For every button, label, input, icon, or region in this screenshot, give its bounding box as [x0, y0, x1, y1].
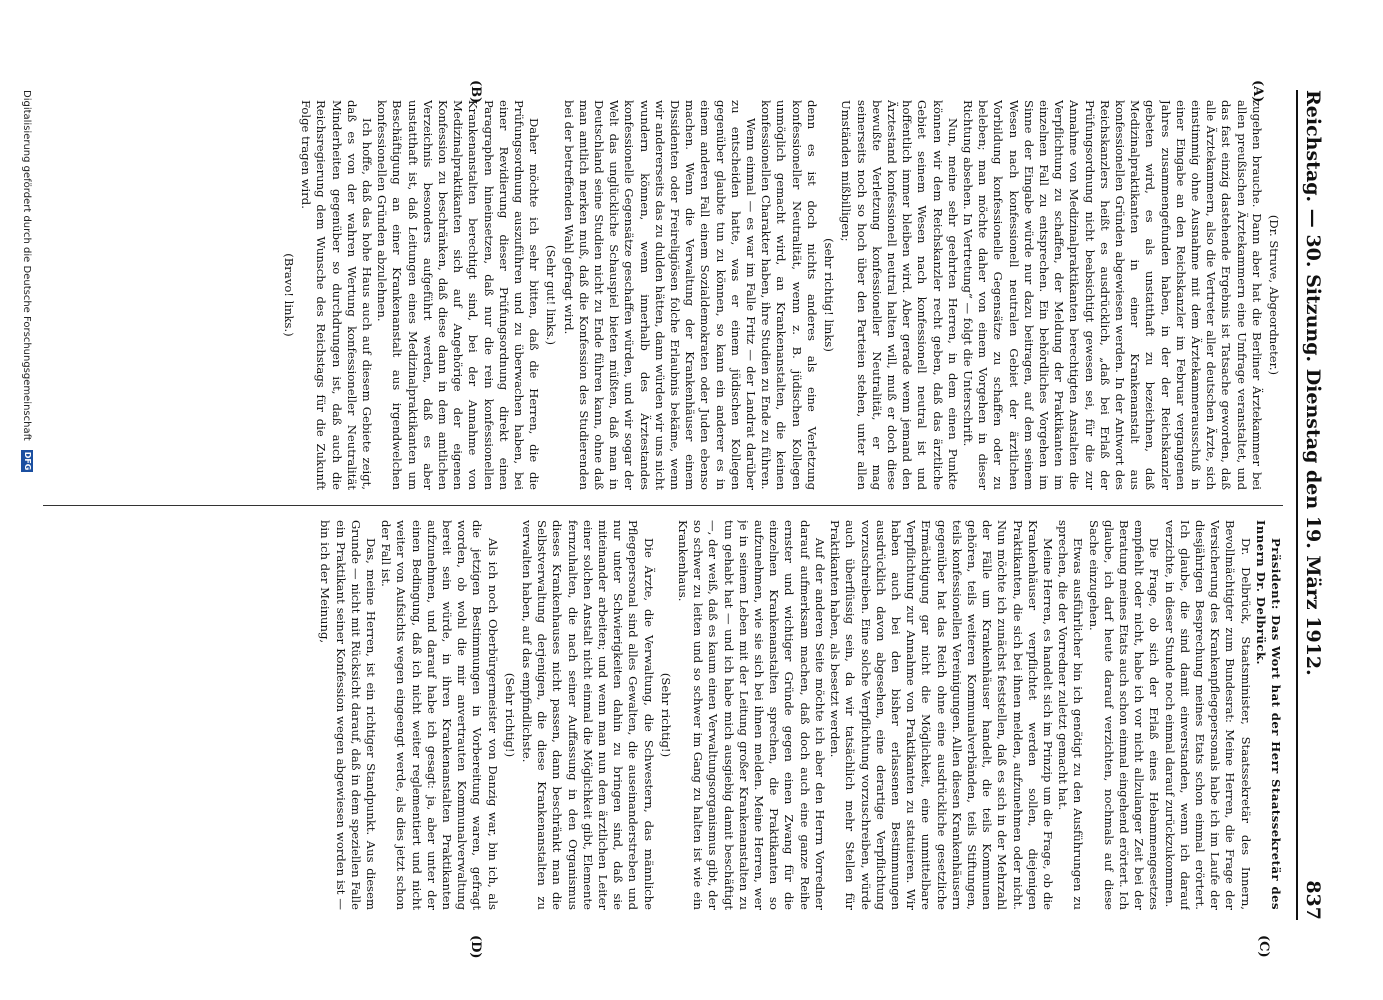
paragraph: Präsident: Das Wort hat der Herr Staatssekretär des Innern Dr. Delbrück.: [1253, 520, 1283, 910]
header-title: Reichstag. — 30. Sitzung. Dienstag den 19. März 1912.: [1302, 90, 1324, 676]
page-number: 837: [1302, 880, 1324, 920]
margin-marker-b: (B): [468, 80, 483, 104]
interjection: (Sehr richtig!): [502, 672, 517, 758]
interjection: (Sehr gut! links.): [544, 245, 559, 345]
speaker-attribution: (Dr. Struve, Abgeordneter.): [1267, 214, 1281, 376]
dfg-logo-icon: DFG: [23, 451, 32, 471]
interjection: (Sehr richtig!): [658, 672, 673, 758]
margin-marker-d: (D): [468, 935, 483, 959]
paragraph: Als ich noch Oberbürgermeister von Danzig war, bin ich, als die jetzigen Bestimmungen in Vorbereitung waren, gefragt worden, ob wohl die mir anvertrauten Kommunalverwaltung bereit sein würde, in ihren Krankenanstalten Praktikanten aufzunehmen, und darauf habe ich gesagt: ja, aber unter der einen Bedingung, daß ich nicht weiter reglementiert und nicht weiter von Aufsichts wegen eingeengt werde, als dies jetzt schon der Fall ist.: [379, 520, 500, 910]
margin-marker-a: (A): [1250, 80, 1265, 103]
footer-text: Digitalisierung gefördert durch die Deutsche Forschungsgemeinschaft: [21, 90, 32, 441]
interjection: (Bravo! links.): [282, 253, 296, 337]
paragraph: Ich hoffe, daß das hohe Haus auch auf diesem Gebiete zeigt, daß es von der wahren Wertung konfessioneller Neutralität Minderheiten gegenüber so durchdrungen ist, daß auch die Reichsregierung dem Wunsche des Reichstags für die Zukunft Folge tragen wird.: [299, 100, 375, 490]
paragraph: zugehen brauche. Dann aber hat die Berliner Ärztekammer bei allen preußischen Ärztekammern eine Umfrage veranstaltet, und das fast einzig dastehende Ergebnis ist Tatsache geworden, daß alle Ärztekammern, also die Vertreter aller deutschen Ärzte, sich einstimmig ohne Ausnahme mit dem Ärztekammerausschuß in einer Eingabe an den Reichskanzler im Februar vergangenen Jahres zusammengefunden haben, in der der Reichskanzler gebeten wird, es als unstatthaft zu bezeichnen, daß Medizinalpraktikanten in einer Krankenanstalt aus konfessionellen Gründen abgewiesen werden. In der Antwort des Reichskanzlers heißt es ausdrücklich, „daß bei Erlaß der Prüfungsordnung nicht beabsichtigt gewesen sei, für die zur Annahme von Medizinalpraktikanten berechtigten Anstalten die Verpflichtung zu schaffen, der Meldung der Praktikanten im einzelnen Fall zu entsprechen. Ein behördliches Vorgehen im Sinne der Eingabe würde nur dazu beitragen, auf dem seinem Wesen nach konfessionell neutralen Gebiet der ärztlichen Vorbildung konfessionelle Gegensätze zu schaffen oder zu beleben; man möchte daher von einem Vorgehen in dieser Richtung absehen. In Vertretung“ — folgt die Unterschrift.: [960, 100, 1264, 490]
paragraph: Die Frage, ob sich der Erlaß eines Hebammengesetzes empfiehlt oder nicht, habe ich vor nicht allzulanger Zeit bei der Beratung meines Etats auch schon einmal eingehend erörtert. Ich glaube, ich darf heute darauf verzichten, nochmals auf diese Sache einzugehen.: [1086, 520, 1162, 910]
paragraph: Die Ärzte, die Verwaltung, die Schwestern, das männliche Pflegepersonal sind alles Gewalten, die auseinanderstreben und nur unter Schwierigkeiten dahin zu bringen sind, daß sie miteinander arbeiten; und wenn man nun dem ärztlichen Leiter einer solchen Anstalt nicht einmal die Möglichkeit gibt, Elemente fernzuhalten, die nach seiner Auffassung in den Organismus dieses Krankenhauses nicht passen, dann beschränkt man die Selbstverwaltung derjenigen, die diese Krankenanstalten zu verwalten haben, auf das empfindlichste.: [520, 520, 656, 910]
paragraph: Etwas ausführlicher bin ich genötigt zu den Ausführungen zu sprechen, die der Vorredner zuletzt gemacht hat.: [1056, 520, 1086, 910]
column-divider: [43, 505, 1283, 506]
paragraph: Auf der anderen Seite möchte ich aber den Herrn Vorredner darauf aufmerksam machen, daß doch auch eine ganze Reihe ernster und wichtiger Gründe gegen einen Zwang für die einzelnen Krankenanstalten sprechen, die Praktikanten so aufzunehmen, wie sie sich bei ihnen melden. Meine Herren, wer je in seinem Leben mit der Leitung großer Krankenanstalten zu tun gehabt hat — und ich habe mich ausgiebig damit beschäftigt —, der weiß, daß es kaum einen Verwaltungsorganismus gibt, der so schwer zu leiten und so schwer im Gang zu halten ist wie ein Krankenhaus.: [676, 520, 827, 910]
interjection: (sehr richtig! links): [822, 238, 837, 352]
paragraph: Meine Herren, es handelt sich im Prinzip um die Frage, ob die Krankenhäuser verpflichtet werden sollen, diejenigen Praktikanten, die sich bei ihnen melden, aufzunehmen oder nicht. Nun möchte ich zunächst feststellen, daß es sich in der Mehrzahl der Fälle um Krankenhäuser handelt, die teils Kommunen gehören, teils weiteren Kommunalverbänden, teils Stiftungen, teils konfessionellen Vereinigungen. Allen diesen Krankenhäusern gegenüber hat das Reich ohne eine ausdrückliche gesetzliche Ermächtigung gar nicht die Möglichkeit, eine unmittelbare Verpflichtung zur Annahme von Praktikanten zu statuieren. Wir haben auch bei den bisher erlassenen Bestimmungen ausdrücklich davon abgesehen, eine derartige Verpflichtung vorzuschreiben. Eine solche Verpflichtung vorzuschreiben, würde auch überflüssig sein, da wir tatsächlich mehr Stellen für Praktikanten haben, als besetzt werden.: [828, 520, 1055, 910]
left-column: [43, 100, 1283, 490]
paragraph: Nun, meine sehr geehrten Herren, in dem einen Punkte können wir dem Reichskanzler recht geben, daß das ärztliche Gebiet seinem Wesen nach konfessionell neutral ist und hoffentlich immer bleiben wird. Aber gerade wenn jemand den Ärztestand konfessionell neutral halten will, muß er doch diese bewußte Verletzung konfessioneller Neutralität, er mag seinerseits noch so hoch über den Parteien stehen, unter allen Umständen mißbilligen;: [839, 100, 960, 490]
right-column: [43, 520, 1283, 910]
paragraph: denn es ist doch nichts anderes als eine Verletzung konfessioneller Neutralität, wenn z. B. jüdischen Kollegen unmöglich gemacht wird, an Krankenanstalten, die keinen konfessionellen Charakter haben, ihre Studien zu Ende zu führen.: [759, 100, 819, 490]
margin-marker-c: (C): [1256, 935, 1271, 958]
paragraph: Daher möchte ich sehr bitten, daß die Herren, die die Prüfungsordnung auszuführen und zu überwachen haben, bei einer Revidierung dieser Prüfungsordnung direkt einen Paragraphen hineinsetzen, daß nur die rein konfessionellen Krankenanstalten berechtigt sind, bei der Annahme von Medizinalpraktikanten sich auf Angehörige der eigenen Konfession zu beschränken, daß diese dann in dem amtlichen Verzeichnis besonders aufgeführt werden, daß es aber unstatthaft ist, daß Leitungen eines Medizinalpraktikanten um Beschäftigung an einer Krankenanstalt aus irgendwelchen konfessionellen Gründen abzulehnen.: [375, 100, 542, 490]
paragraph: Das, meine Herren, ist ein richtiger Standpunkt. Aus diesem Grunde — nicht mit Rücksicht darauf, daß in dem speziellen Falle ein Praktikant seiner Konfession wegen abgewiesen worden ist — bin ich der Meinung,: [318, 520, 379, 910]
paragraph: Wenn einmal — es war im Falle Fritz — der Landrat darüber zu entscheiden hatte, was er einem jüdischen Kollegen gegenüber glaubte tun zu können, so kann ein anderer es in einem anderen Fall einem Sozialdemokraten oder Juden ebenso machen. Wenn die Verwaltung der Krankenhäuser einem Dissidenten oder Freireligiösen folche Erlaubnis bekäme, wenn wir andererseits das zu dulden hätten, dann würden wir uns nicht wundern können, wenn innerhalb des Ärztestandes konfessionelle Gegensätze geschaffen würden, und wir sogar der Welt das unglückliche Schauspiel bieten müßten, daß man in Deutschland seine Studien nicht zu Ende führen kann, ohne daß man amtlich merken muß, daß die Konfession des Studierenden bei der betreffenden Wahl gefragt wird.: [561, 100, 759, 490]
page-header: [1296, 90, 1338, 920]
digitization-footer: [21, 90, 33, 910]
paragraph: Dr. Delbrück, Staatsminister, Staatssekretär des Innern, Bevollmächtigter zum Bundesrat: Meine Herren, die Frage der Versicherung des Krankenpflegepersonals habe ich im Laufe der diesjährigen Besprechung meines Etats schon einmal erörtert. Ich glaube, die sind damit einverstanden, wenn ich darauf verzichte, in dieser Stunde noch einmal darauf zurückzukommen.: [1162, 520, 1253, 910]
